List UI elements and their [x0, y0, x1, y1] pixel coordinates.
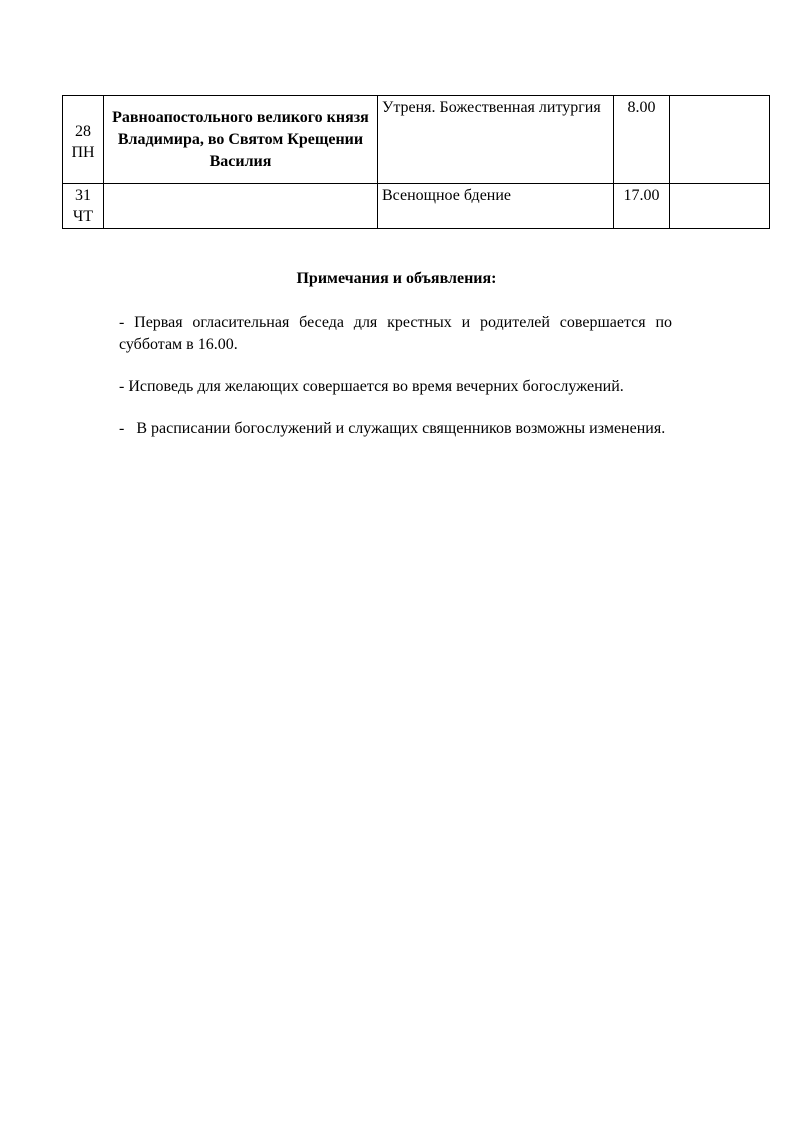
day-number: 31	[75, 187, 91, 204]
notes-heading: Примечания и объявления:	[296, 270, 497, 287]
date-cell	[63, 96, 104, 184]
note-item: - В расписании богослужений и служащих священников возможны изменения.	[119, 420, 666, 437]
weekday: ПН	[71, 143, 95, 161]
day-number: 28	[75, 122, 91, 140]
table-row	[63, 184, 770, 229]
priest-cell	[670, 184, 770, 229]
feast-cell: Равноапостольного великого князя Владимира, во Святом Крещении Василия	[104, 96, 378, 184]
service-cell: Утреня. Божественная литургия	[378, 96, 614, 184]
weekday: ЧТ	[72, 208, 94, 225]
date-cell	[63, 184, 104, 229]
service-schedule-table	[62, 95, 770, 229]
service-cell: Всенощное бдение	[378, 184, 614, 229]
note-item: - Исповедь для желающих совершается во время вечерних богослужений.	[119, 378, 624, 395]
feast-cell	[104, 184, 378, 229]
time-cell: 8.00	[614, 96, 670, 184]
table-row	[63, 96, 770, 184]
note-item: - Первая огласительная беседа для крестных и родителей совершается по субботам в 16.00.	[119, 314, 672, 353]
time-cell: 17.00	[614, 184, 670, 229]
notes-list	[119, 312, 672, 460]
priest-cell	[670, 96, 770, 184]
